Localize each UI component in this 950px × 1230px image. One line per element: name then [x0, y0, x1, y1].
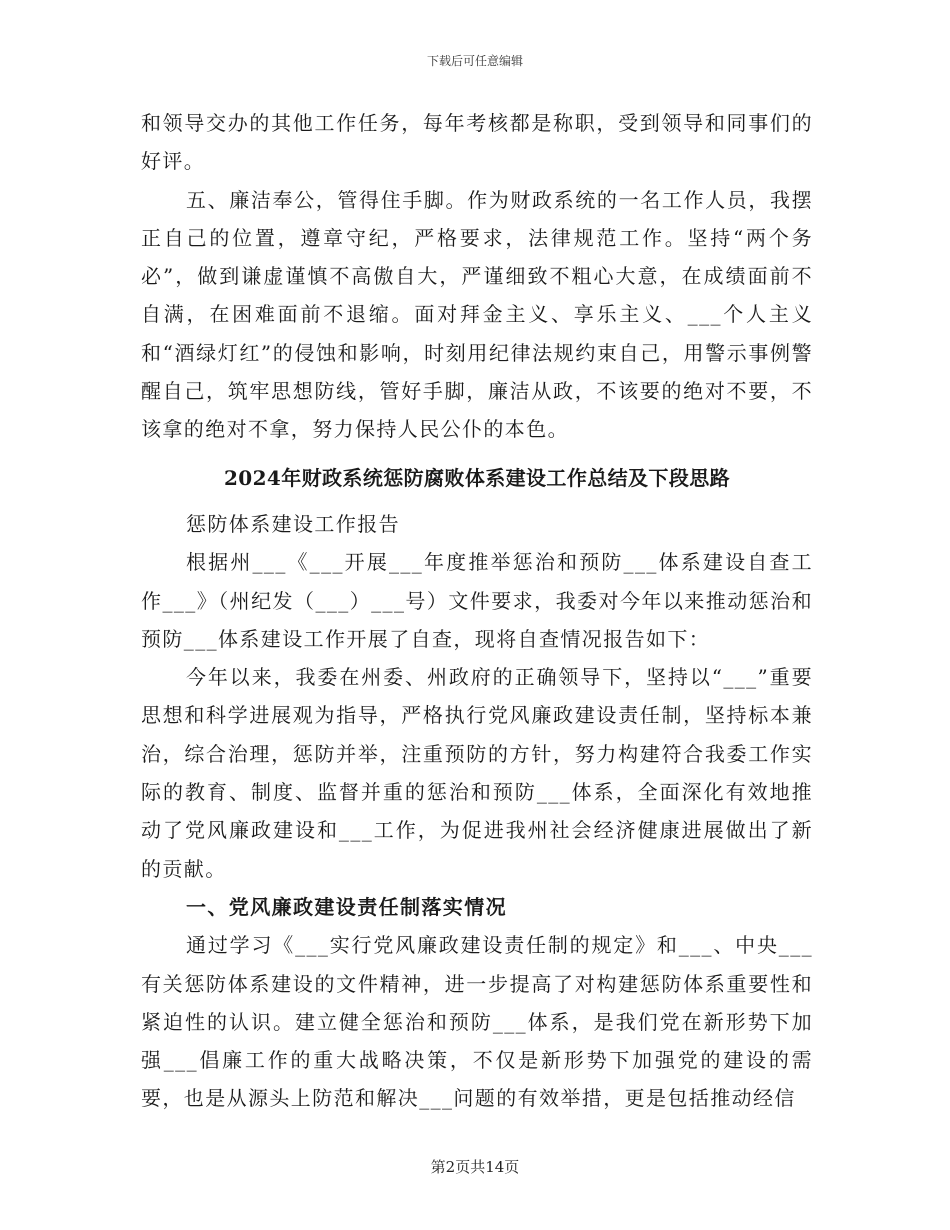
page-header: 下载后可任意编辑 — [426, 54, 523, 68]
paragraph-study: 通过学习《___实行党风廉政建设责任制的规定》和___、中央___有关惩防体系建设的文件精神，进一步提高了对构建惩防体系重要性和紧迫性的认识。建立健全惩治和预防___体系，是我们党在新形势下加强___倡廉工作的重大战略决策，不仅是新形势下加强党的建设的需要，也是从源头上防范和解决___问题的有效举措，更是包括推动经信 — [141, 933, 813, 1111]
paragraph-integrity: 五、廉洁奉公，管得住手脚。作为财政系统的一名工作人员，我摆正自己的位置，遵章守纪，严格要求，法律规范工作。坚持“两个务必”，做到谦虚谨慎不高傲自大，严谨细致不粗心大意，在成绩面前不自满，在困难面前不退缩。面对拜金主义、享乐主义、___个人主义和“酒绿灯红”的侵蚀和影响，时刻用纪律法规约束自己，用警示事例警醒自己，筑牢思想防线，管好手脚，廉洁从政，不该要的绝对不要，不该拿的绝对不拿，努力保持人民公仆的本色。 — [141, 187, 813, 442]
document-body — [141, 104, 813, 1118]
paragraph-report-label: 惩防体系建设工作报告 — [186, 511, 400, 536]
paragraph-basis: 根据州___《___开展___年度推举惩治和预防___体系建设自查工作___》（州纪发（___）___号）文件要求，我委对今年以来推动惩治和预防___体系建设工作开展了自查，现将自查情况报告如下： — [141, 550, 813, 651]
document-title: 2024年财政系统惩防腐败体系建设工作总结及下段思路 — [223, 465, 731, 490]
paragraph-continuation: 和领导交办的其他工作任务，每年考核都是称职，受到领导和同事们的好评。 — [141, 111, 813, 174]
paragraph-overview: 今年以来，我委在州委、州政府的正确领导下，坚持以“___”重要思想和科学进展观为指导，严格执行党风廉政建设责任制，坚持标本兼治，综合治理，惩防并举，注重预防的方针，努力构建符合我委工作实际的教育、制度、监督并重的惩治和预防___体系，全面深化有效地推动了党风廉政建设和___工作，为促进我州社会经济健康进展做出了新的贡献。 — [141, 665, 813, 881]
section-heading-1: 一、党风廉政建设责任制落实情况 — [186, 894, 507, 919]
page-number-footer: 第2页共14页 — [430, 1158, 520, 1176]
